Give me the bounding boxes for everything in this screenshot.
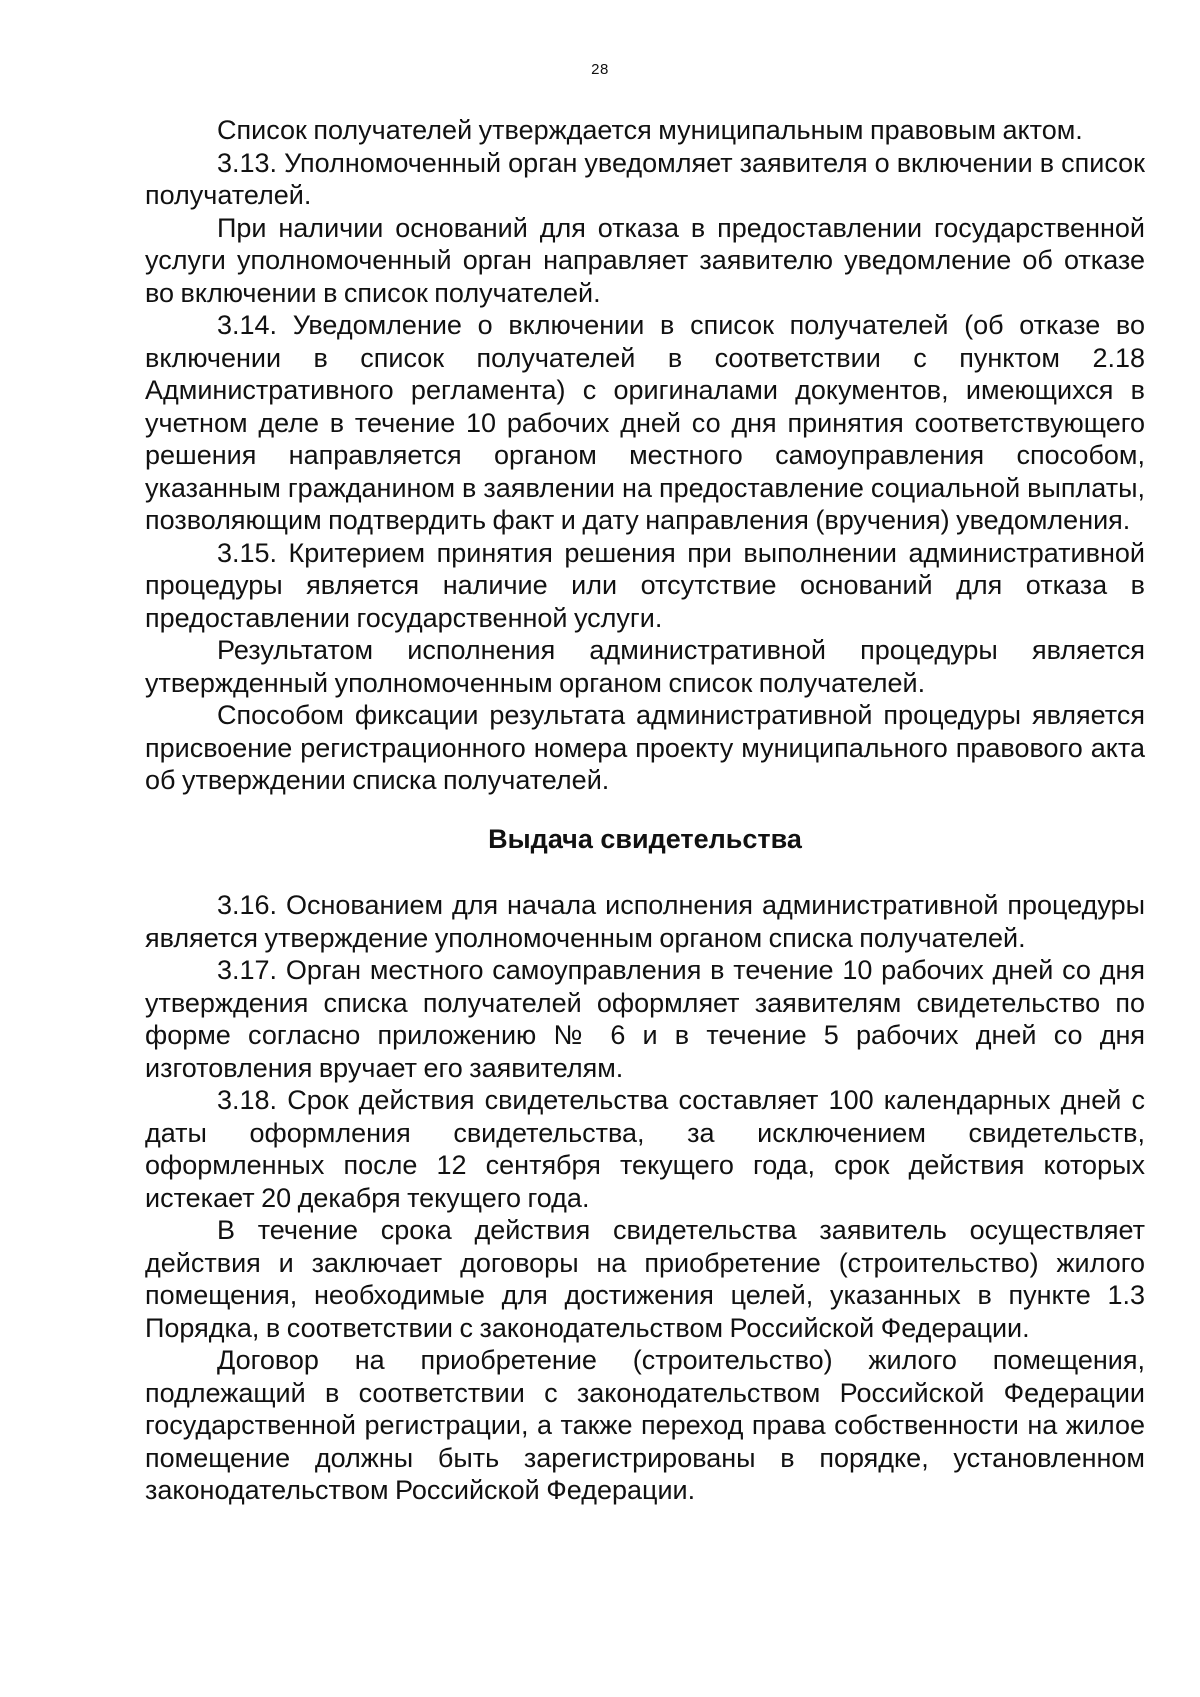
paragraph: 3.13. Уполномоченный орган уведомляет заявителя о включении в список получателей. [145, 147, 1145, 210]
paragraph: В течение срока действия свидетельства заявитель осуществляет действия и заключает договоры на приобретение (строительство) жилого помещения, необходимые для достижения целей, указанных в пункте 1.3 Порядка, в соответствии с законодательством Российской Федерации. [145, 1215, 1145, 1343]
paragraph: При наличии оснований для отказа в предоставлении государственной услуги уполномоченный орган направляет заявителю уведомление об отказе во включении в список получателей. [145, 212, 1145, 308]
paragraph: 3.17. Орган местного самоуправления в течение 10 рабочих дней со дня утверждения списка получателей оформляет заявителям свидетельство по форме согласно приложению № 6 и в течение 5 рабочих дней со дня изготовления вручает его заявителям. [145, 955, 1145, 1083]
paragraph: Договор на приобретение (строительство) жилого помещения, подлежащий в соответствии с законодательством Российской Федерации государственной регистрации, а также переход права собственности на жилое помещение должны быть зарегистрированы в порядке, установленном законодательством Российской Федерации. [145, 1345, 1145, 1505]
section-procedure-recipients [145, 114, 1145, 797]
paragraph: 3.15. Критерием принятия решения при выполнении административной процедуры является наличие или отсутствие оснований для отказа в предоставлении государственной услуги. [145, 537, 1145, 633]
section-certificate-issuance [145, 889, 1145, 1507]
paragraph: 3.18. Срок действия свидетельства составляет 100 календарных дней с даты оформления свидетельства, за исключением свидетельств, оформленных после 12 сентября текущего года, срок действия которых истекает 20 декабря текущего года. [145, 1085, 1145, 1213]
page-number: 28 [591, 61, 609, 78]
paragraph: 3.14. Уведомление о включении в список получателей (об отказе во включении в список получателей в соответствии с пунктом 2.18 Административного регламента) с оригиналами документов, имеющихся в учетном деле в течение 10 рабочих дней со дня принятия соответствующего решения направляется органом местного самоуправления способом, указанным гражданином в заявлении на предоставление социальной выплаты, позволяющим подтвердить факт и дату направления (вручения) уведомления. [145, 310, 1145, 535]
paragraph: Список получателей утверждается муниципальным правовым актом. [217, 115, 1083, 145]
paragraph: Способом фиксации результата административной процедуры является присвоение регистрационного номера проекту муниципального правового акта об утверждении списка получателей. [145, 700, 1145, 795]
paragraph: 3.16. Основанием для начала исполнения административной процедуры является утверждение уполномоченным органом списка получателей. [145, 890, 1145, 953]
document-body [145, 114, 1145, 1507]
section-heading: Выдача свидетельства [488, 823, 802, 854]
paragraph: Результатом исполнения административной процедуры является утвержденный уполномоченным органом список получателей. [145, 635, 1145, 698]
